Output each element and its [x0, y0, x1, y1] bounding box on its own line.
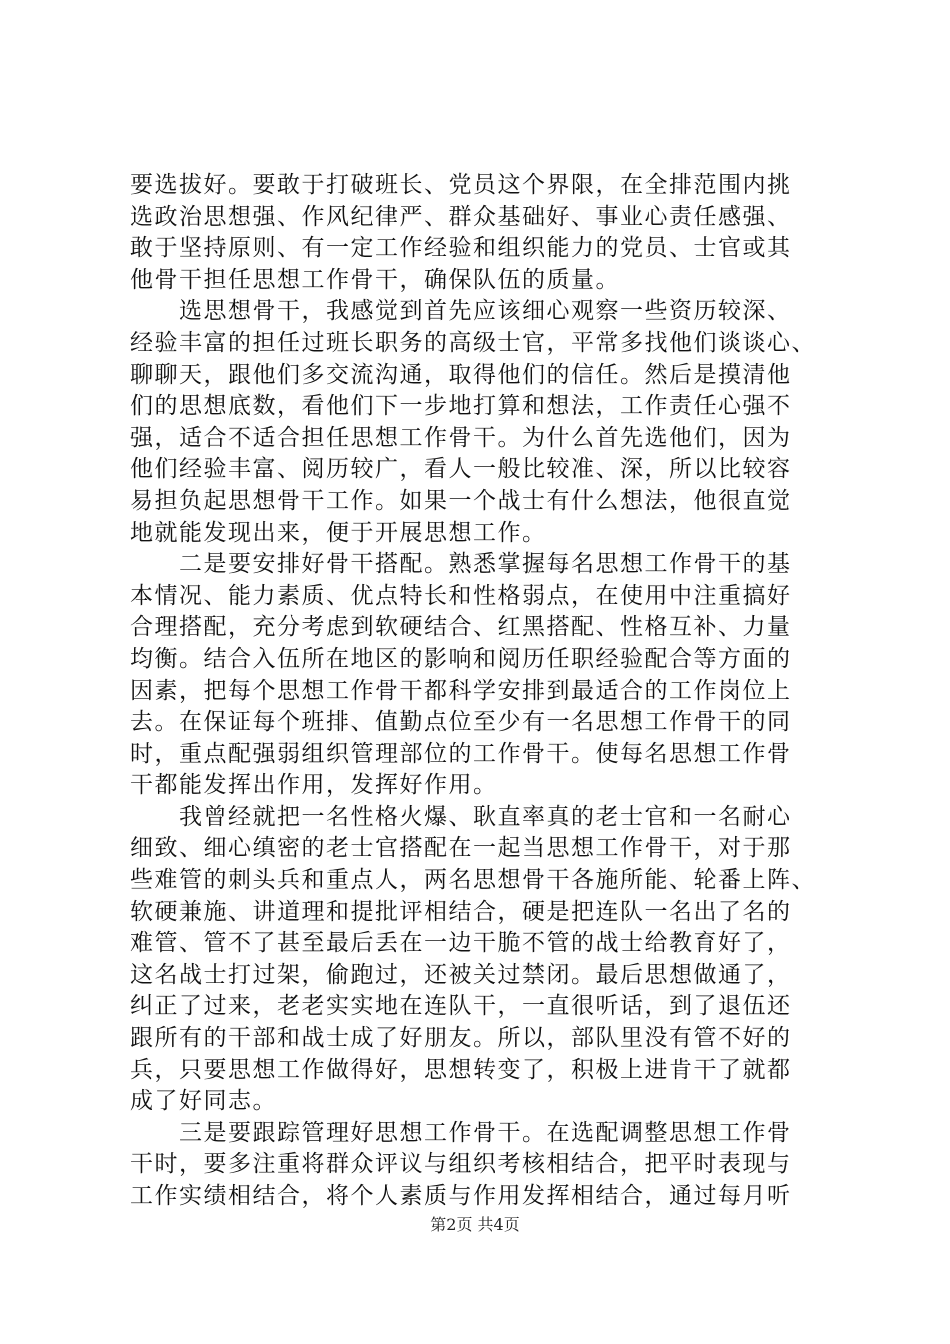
text-line: 本情况、能力素质、优点特长和性格弱点，在使用中注重搞好	[130, 582, 792, 609]
text-line: 们的思想底数，看他们下一步地打算和想法，工作责任心强不	[130, 393, 792, 420]
text-line: 易担负起思想骨干工作。如果一个战士有什么想法，他很直觉	[130, 487, 792, 514]
text-line: 地就能发现出来，便于开展思想工作。	[130, 519, 547, 546]
text-line: 敢于坚持原则、有一定工作经验和组织能力的党员、士官或其	[130, 235, 792, 262]
document-body	[130, 170, 830, 1213]
text-line: 强，适合不适合担任思想工作骨干。为什么首先选他们，因为	[130, 424, 792, 451]
text-line: 均衡。结合入伍所在地区的影响和阅历任职经验配合等方面的	[130, 645, 792, 672]
text-line: 去。在保证每个班排、值勤点位至少有一名思想工作骨干的同	[130, 709, 792, 736]
text-line: 他们经验丰富、阅历较广，看人一般比较准、深，所以比较容	[130, 456, 792, 483]
text-line: 纠正了过来，老老实实地在连队干，一直很听话，到了退伍还	[130, 993, 792, 1020]
text-line: 这名战士打过架，偷跑过，还被关过禁闭。最后思想做通了，	[130, 961, 792, 988]
text-line: 工作实绩相结合，将个人素质与作用发挥相结合，通过每月听	[130, 1183, 792, 1209]
text-line: 细致、细心缜密的老士官搭配在一起当思想工作骨干，对于那	[130, 835, 792, 862]
text-line: 时，重点配强弱组织管理部位的工作骨干。使每名思想工作骨	[130, 740, 792, 767]
text-line: 干时，要多注重将群众评议与组织考核相结合，把平时表现与	[130, 1151, 792, 1178]
text-line: 二是要安排好骨干搭配。熟悉掌握每名思想工作骨干的基	[130, 551, 792, 578]
text-line: 选思想骨干，我感觉到首先应该细心观察一些资历较深、	[130, 298, 792, 325]
text-line: 他骨干担任思想工作骨干，确保队伍的质量。	[130, 266, 620, 293]
text-line: 三是要跟踪管理好思想工作骨干。在选配调整思想工作骨	[130, 1119, 792, 1146]
text-line: 干都能发挥出作用，发挥好作用。	[130, 772, 498, 799]
page-footer: 第2页 共4页	[430, 1215, 520, 1234]
text-line: 经验丰富的担任过班长职务的高级士官，平常多找他们谈谈心、	[130, 329, 816, 356]
text-line: 因素，把每个思想工作骨干都科学安排到最适合的工作岗位上	[130, 677, 792, 704]
text-line: 聊聊天，跟他们多交流沟通，取得他们的信任。然后是摸清他	[130, 361, 792, 388]
text-line: 合理搭配，充分考虑到软硬结合、红黑搭配、性格互补、力量	[130, 614, 792, 641]
text-line: 兵，只要思想工作做得好，思想转变了，积极上进肯干了就都	[130, 1056, 792, 1083]
text-line: 难管、管不了甚至最后丢在一边干脆不管的战士给教育好了，	[130, 930, 792, 957]
text-line: 要选拔好。要敢于打破班长、党员这个界限，在全排范围内挑	[130, 172, 792, 198]
text-line: 成了好同志。	[130, 1088, 277, 1115]
text-line: 软硬兼施、讲道理和提批评相结合，硬是把连队一名出了名的	[130, 898, 792, 925]
text-line: 些难管的刺头兵和重点人，两名思想骨干各施所能、轮番上阵、	[130, 867, 816, 894]
text-line: 选政治思想强、作风纪律严、群众基础好、事业心责任感强、	[130, 203, 792, 230]
text-line: 我曾经就把一名性格火爆、耿直率真的老士官和一名耐心	[130, 803, 792, 830]
text-line: 跟所有的干部和战士成了好朋友。所以，部队里没有管不好的	[130, 1025, 792, 1052]
